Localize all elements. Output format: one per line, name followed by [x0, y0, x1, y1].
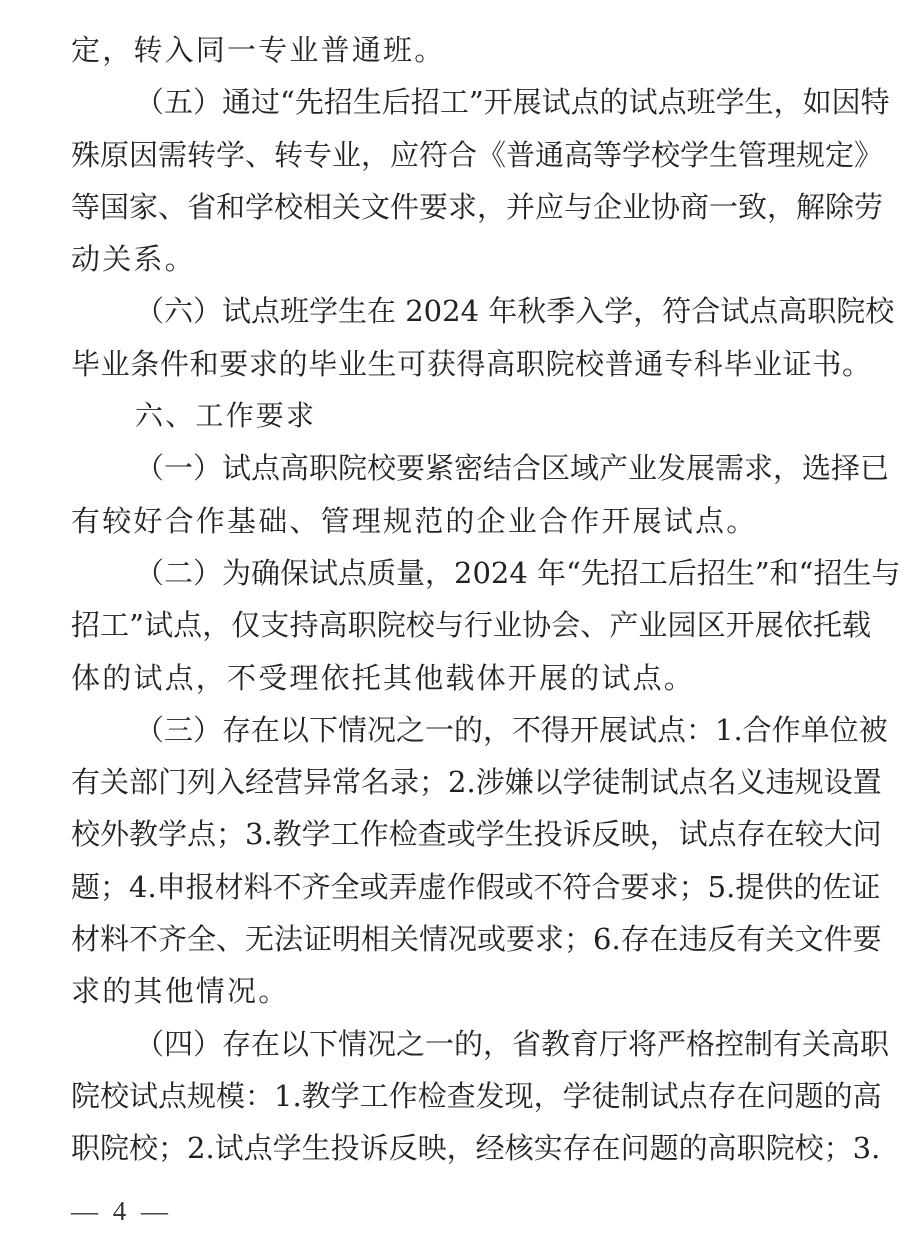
text-line-3: 殊原因需转学、转专业，应符合《普通高等学校学生管理规定》: [71, 137, 884, 172]
text-line-2: （五）通过“先招生后招工”开展试点的试点班学生，如因特: [135, 85, 890, 120]
text-line-7: 毕业条件和要求的毕业生可获得高职院校普通专科毕业证书。: [71, 346, 871, 381]
text-line-18: 材料不齐全、无法证明相关情况或要求；6.存在违反有关文件要: [71, 922, 882, 957]
text-line-6: （六）试点班学生在 2024 年秋季入学，符合试点高职院校: [135, 294, 895, 329]
text-line-4: 等国家、省和学校相关文件要求，并应与企业协商一致，解除劳: [71, 189, 884, 224]
text-line-10: 有较好合作基础、管理规范的企业合作开展试点。: [71, 503, 758, 538]
text-line-13: 体的试点，不受理依托其他载体开展的试点。: [71, 660, 696, 695]
text-line-9: （一）试点高职院校要紧密结合区域产业发展需求，选择已: [135, 451, 890, 486]
document-page: [71, 24, 901, 1175]
text-line-1: 定，转入同一专业普通班。: [71, 33, 446, 67]
text-line-20: （四）存在以下情况之一的，省教育厅将严格控制有关高职: [135, 1026, 890, 1061]
text-line-11: （二）为确保试点质量，2024 年“先招工后招生”和“招生与: [135, 555, 901, 590]
text-line-21: 院校试点规模：1.教学工作检查发现，学徒制试点存在问题的高: [71, 1078, 882, 1113]
text-line-15: 有关部门列入经营异常名录；2.涉嫌以学徒制试点名义违规设置: [71, 765, 882, 800]
text-line-19: 求的其他情况。: [71, 974, 290, 1009]
section-heading: 六、工作要求: [135, 399, 317, 433]
page-number: — 4 —: [71, 1196, 172, 1226]
text-line-14: （三）存在以下情况之一的，不得开展试点：1.合作单位被: [135, 712, 888, 747]
text-line-12: 招工”试点，仅支持高职院校与行业协会、产业园区开展依托载: [71, 608, 871, 643]
text-line-16: 校外教学点；3.教学工作检查或学生投诉反映，试点存在较大问: [71, 817, 882, 852]
text-line-17: 题；4.申报材料不齐全或弄虚作假或不符合要求；5.提供的佐证: [71, 869, 881, 904]
text-line-22: 职院校；2.试点学生投诉反映，经核实存在问题的高职院校；3.: [71, 1131, 881, 1166]
text-line-5: 动关系。: [71, 242, 196, 277]
